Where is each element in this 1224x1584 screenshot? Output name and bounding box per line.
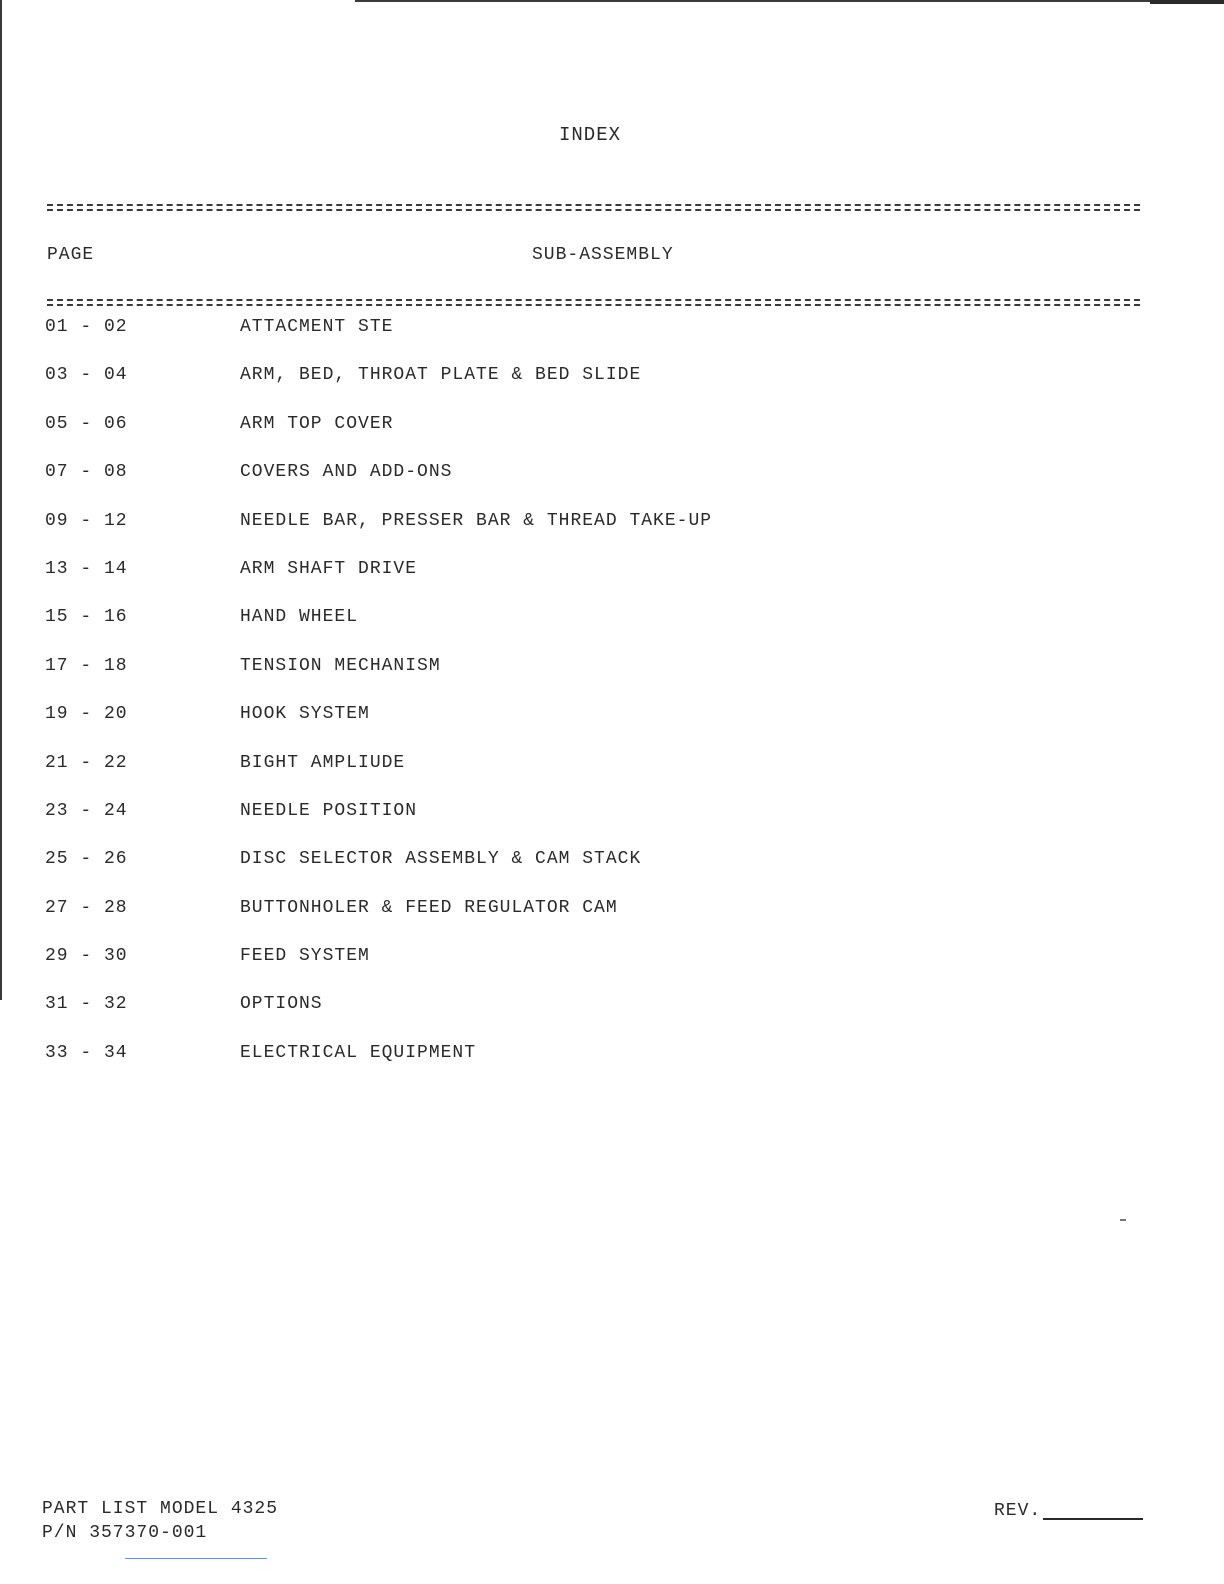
index-row-name: ELECTRICAL EQUIPMENT bbox=[240, 1042, 477, 1063]
index-row-pages: 01 - 02 bbox=[45, 317, 128, 337]
blue-underline-mark bbox=[125, 1558, 267, 1559]
index-row-name: HOOK SYSTEM bbox=[240, 704, 370, 725]
index-row-pages: 19 - 20 bbox=[45, 704, 128, 725]
index-row-name: NEEDLE BAR, PRESSER BAR & THREAD TAKE-UP bbox=[240, 510, 713, 531]
footer-rev-label: REV. bbox=[994, 1501, 1042, 1521]
footer-model: PART LIST MODEL 4325 bbox=[42, 1499, 279, 1519]
index-row bbox=[45, 801, 1045, 849]
footer-model-block bbox=[42, 1497, 278, 1545]
page-title: INDEX bbox=[558, 124, 621, 146]
index-row-pages: 05 - 06 bbox=[45, 413, 128, 434]
rev-blank-line bbox=[1043, 1518, 1143, 1520]
footer-revision bbox=[994, 1501, 1143, 1521]
index-row-pages: 33 - 34 bbox=[45, 1042, 128, 1063]
index-row bbox=[45, 849, 1045, 897]
index-row bbox=[45, 704, 1045, 752]
index-list bbox=[45, 317, 1045, 1091]
column-header-page: PAGE bbox=[47, 245, 95, 265]
index-row-pages: 13 - 14 bbox=[45, 558, 128, 579]
index-row-pages: 25 - 26 bbox=[45, 849, 128, 870]
page-edge-left bbox=[0, 0, 2, 1000]
index-row bbox=[45, 1043, 1045, 1091]
index-row bbox=[45, 462, 1045, 510]
index-row-name: OPTIONS bbox=[240, 994, 323, 1015]
index-row-name: COVERS AND ADD-ONS bbox=[240, 462, 453, 483]
index-row bbox=[45, 559, 1045, 607]
index-row-pages: 23 - 24 bbox=[45, 800, 128, 821]
index-row-pages: 31 - 32 bbox=[45, 994, 128, 1015]
header-rule-top bbox=[47, 204, 1140, 211]
index-row bbox=[45, 753, 1045, 801]
index-row-name: ARM SHAFT DRIVE bbox=[240, 558, 418, 579]
column-header-sub-assembly: SUB-ASSEMBLY bbox=[532, 245, 674, 265]
index-row-name: ARM, BED, THROAT PLATE & BED SLIDE bbox=[240, 365, 642, 386]
index-row bbox=[45, 946, 1045, 994]
index-row-pages: 07 - 08 bbox=[45, 462, 128, 483]
index-row bbox=[45, 511, 1045, 559]
index-row-name: FEED SYSTEM bbox=[240, 946, 370, 967]
index-row-name: BUTTONHOLER & FEED REGULATOR CAM bbox=[240, 897, 618, 918]
header-rule-bottom bbox=[47, 299, 1140, 306]
page-edge-top-corner bbox=[1150, 0, 1224, 4]
page-edge-top bbox=[355, 0, 1224, 2]
index-row bbox=[45, 365, 1045, 413]
index-row-pages: 03 - 04 bbox=[45, 365, 128, 386]
index-row-pages: 17 - 18 bbox=[45, 655, 128, 676]
index-row-pages: 21 - 22 bbox=[45, 752, 128, 773]
index-row bbox=[45, 994, 1045, 1042]
index-row-pages: 09 - 12 bbox=[45, 510, 128, 531]
index-row-name: ATTACMENT STE bbox=[240, 317, 394, 337]
index-row-name: DISC SELECTOR ASSEMBLY & CAM STACK bbox=[240, 849, 642, 870]
index-row-name: HAND WHEEL bbox=[240, 607, 359, 628]
index-row-name: BIGHT AMPLIUDE bbox=[240, 752, 406, 773]
index-row bbox=[45, 414, 1045, 462]
index-row bbox=[45, 317, 1045, 365]
footer-part-number: P/N 357370-001 bbox=[42, 1523, 208, 1543]
index-row-pages: 15 - 16 bbox=[45, 607, 128, 628]
index-row-name: TENSION MECHANISM bbox=[240, 655, 441, 676]
index-row-pages: 29 - 30 bbox=[45, 946, 128, 967]
index-row bbox=[45, 656, 1045, 704]
index-row-pages: 27 - 28 bbox=[45, 897, 128, 918]
scan-speck bbox=[1120, 1219, 1126, 1221]
index-row bbox=[45, 607, 1045, 655]
index-row-name: NEEDLE POSITION bbox=[240, 800, 418, 821]
index-row-name: ARM TOP COVER bbox=[240, 413, 394, 434]
index-row bbox=[45, 898, 1045, 946]
